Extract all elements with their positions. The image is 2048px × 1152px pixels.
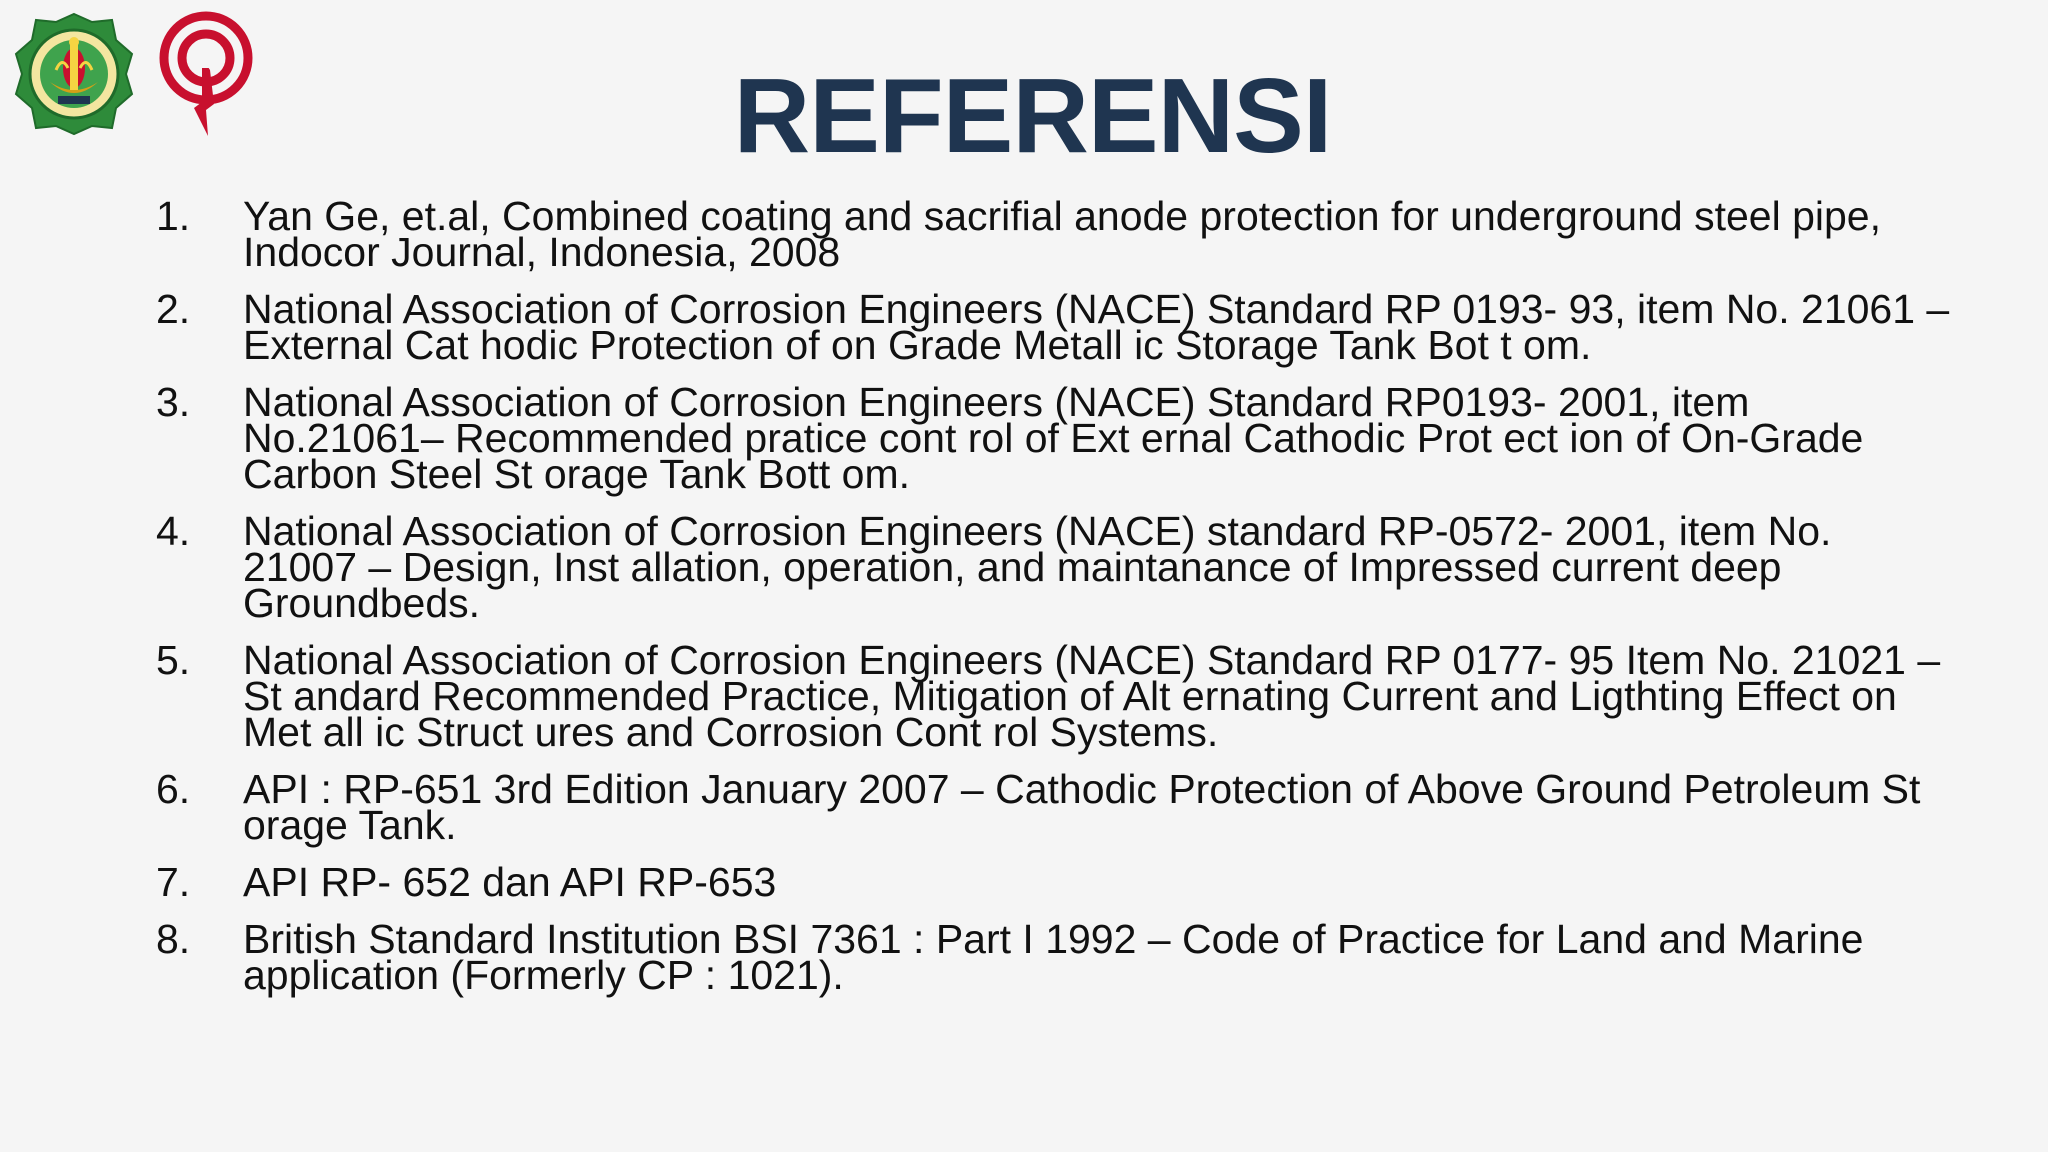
reference-item [152,916,1952,998]
reference-text: National Association of Corrosion Engineers (NACE) standard RP-0572- 2001, item No. 21007 – Design, Inst allation, operation, and maintanance of Impressed current deep Groundbeds. [243,508,1832,626]
reference-item [152,637,1952,755]
reference-text: API : RP-651 3rd Edition January 2007 – Cathodic Protection of Above Ground Petroleum St orage Tank. [243,766,1921,848]
reference-text: National Association of Corrosion Engineers (NACE) Standard RP0193- 2001, item No.21061– Recommended pratice cont rol of Ext ernal Cathodic Prot ect ion of On-Grade Carbon Steel St orage Tank Bott om. [243,379,1864,497]
reference-item [152,859,1952,905]
reference-item [152,193,1952,275]
reference-item [152,286,1952,368]
reference-text: API RP- 652 dan API RP-653 [243,859,777,905]
reference-item [152,508,1952,626]
reference-text: British Standard Institution BSI 7361 : Part I 1992 – Code of Practice for Land and Marine application (Formerly CP : 1021). [243,916,1864,998]
reference-text: Yan Ge, et.al, Combined coating and sacrifial anode protection for underground steel pipe, Indocor Journal, Indonesia, 2008 [243,193,1881,275]
reference-list [152,193,1952,1014]
reference-number: 1. [156,193,191,239]
reference-number: 2. [156,286,191,332]
reference-number: 3. [156,379,191,425]
reference-text: National Association of Corrosion Engineers (NACE) Standard RP 0193- 93, item No. 21061 – External Cat hodic Protection of on Grade Metall ic Storage Tank Bot t om. [243,286,1950,368]
reference-number: 4. [156,508,191,554]
page-title: REFERENSI [733,57,1332,175]
reference-text: National Association of Corrosion Engineers (NACE) Standard RP 0177- 95 Item No. 21021 – St andard Recommended Practice, Mitigation of Alt ernating Current and Ligthting Effect on Met all ic Struct ures and Corrosion Cont rol Systems. [243,637,1941,755]
reference-number: 6. [156,766,191,812]
reference-number: 7. [156,859,191,905]
reference-item [152,766,1952,848]
reference-number: 8. [156,916,191,962]
reference-number: 5. [156,637,191,683]
reference-item [152,379,1952,497]
